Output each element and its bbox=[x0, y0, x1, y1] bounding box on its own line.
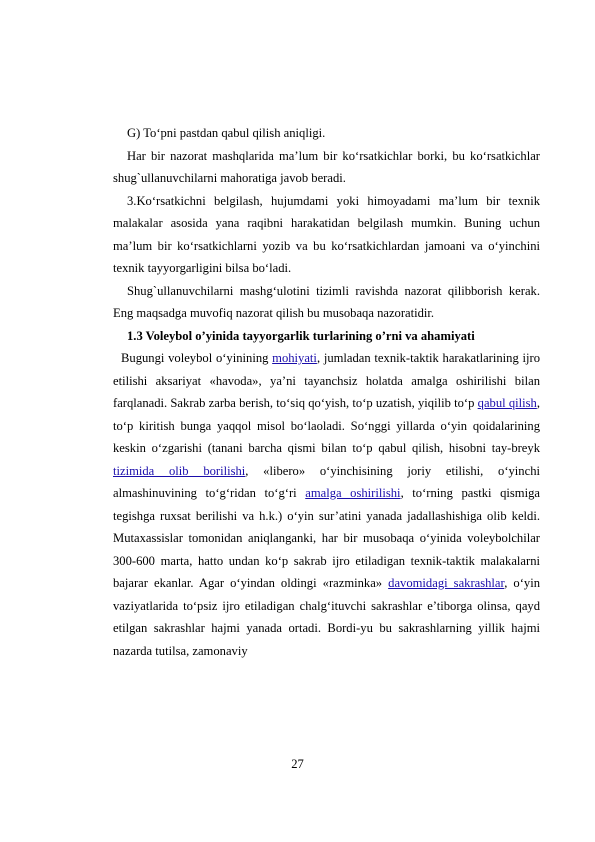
page-number: 27 bbox=[291, 757, 304, 771]
link-amalga-oshirilishi[interactable]: amalga oshirilishi bbox=[305, 486, 401, 500]
paragraph-indicators: Har bir nazorat mashqlarida ma’lum bir ko‘rsatkichlar borki, bu ko‘rsatkichlar shug`ullanuvchilarni mahoratiga javob beradi. bbox=[113, 148, 540, 185]
text-run: , to‘rning pastki qismiga tegishga ruxsat berilishi va h.k.) o‘yin sur’atini yanada jadallashishiga olib keldi. Mutaxassislar tomonidan aniqlanganki, har bir musobaqa o‘yinida voleybolchilar 300-600 marta, hatto undan ko‘p sakrab ijro etiladigan texnik-taktik malakalarni bajarar ekanlar. Agar o‘yindan oldingi «razminka» bbox=[113, 486, 540, 590]
link-tizimida-olib-borilishi[interactable]: tizimida olib borilishi bbox=[113, 463, 246, 478]
text-run: , to‘p kiritish bunga yaqqol misol bo‘laoladi. So‘nggi yillarda o‘yin qoidalarining keskin o‘zgarishi (tanani barcha qismi bilan to‘p qabul qilish, hisobni tay-breyk bbox=[113, 396, 541, 455]
page-content bbox=[113, 122, 540, 662]
link-davomidagi-sakrashlar[interactable]: davomidagi sakrashlar bbox=[388, 576, 505, 590]
paragraph-point-3: 3.Ko‘rsatkichni belgilash, hujumdami yoki himoyadami ma’lum bir texnik malakalar asosida yana raqibni harakatidan belgilash mumkin. Buning uchun ma’lum bir ko‘rsatkichlarni yozib va bu ko‘rsatkichlardan jamoani va o‘yinchini texnik tayyorgarligini bilsa bo‘ladi. bbox=[113, 193, 540, 275]
paragraph-control: Shug`ullanuvchilarni mashg‘ulotini tizimli ravishda nazorat qilibborish kerak. Eng maqsadga muvofiq nazorat qilish bu musobaqa nazoratidir. bbox=[113, 283, 540, 320]
link-mohiyati[interactable]: mohiyati bbox=[272, 351, 317, 365]
text-run: , «libero» o‘yinchisining joriy etilishi, o‘yinchi almashinuvining to‘g‘ridan to‘g‘ri bbox=[113, 463, 540, 500]
section-heading: 1.3 Voleybol o’yinida tayyorgarlik turlarining o’rni va ahamiyati bbox=[127, 328, 475, 343]
text-run: , jumladan texnik-taktik harakatlarining ijro etilishi aksariyat «havoda», ya’ni tayanchsiz holatda amalga oshirilishi bilan farqlanadi. Sakrab zarba berish, to‘siq qo‘yish, to‘p uzatish, yiqilib to‘p bbox=[113, 351, 540, 410]
paragraph-item-g: G) To‘pni pastdan qabul qilish aniqligi. bbox=[127, 126, 326, 140]
paragraph-main bbox=[113, 347, 540, 662]
text-run: Bugungi voleybol o‘yinining bbox=[121, 351, 273, 365]
link-qabul-qilish[interactable]: qabul qilish bbox=[477, 396, 537, 410]
text-run: , o‘yin vaziyatlarida to‘psiz ijro etiladigan chalg‘ituvchi sakrashlar e’tiborga olinsa, qayd etilgan sakrashlar hajmi yanada ortadi. Bordi-yu bu sakrashlarning yillik hajmi nazarda tutilsa, zamonaviy bbox=[113, 576, 541, 658]
